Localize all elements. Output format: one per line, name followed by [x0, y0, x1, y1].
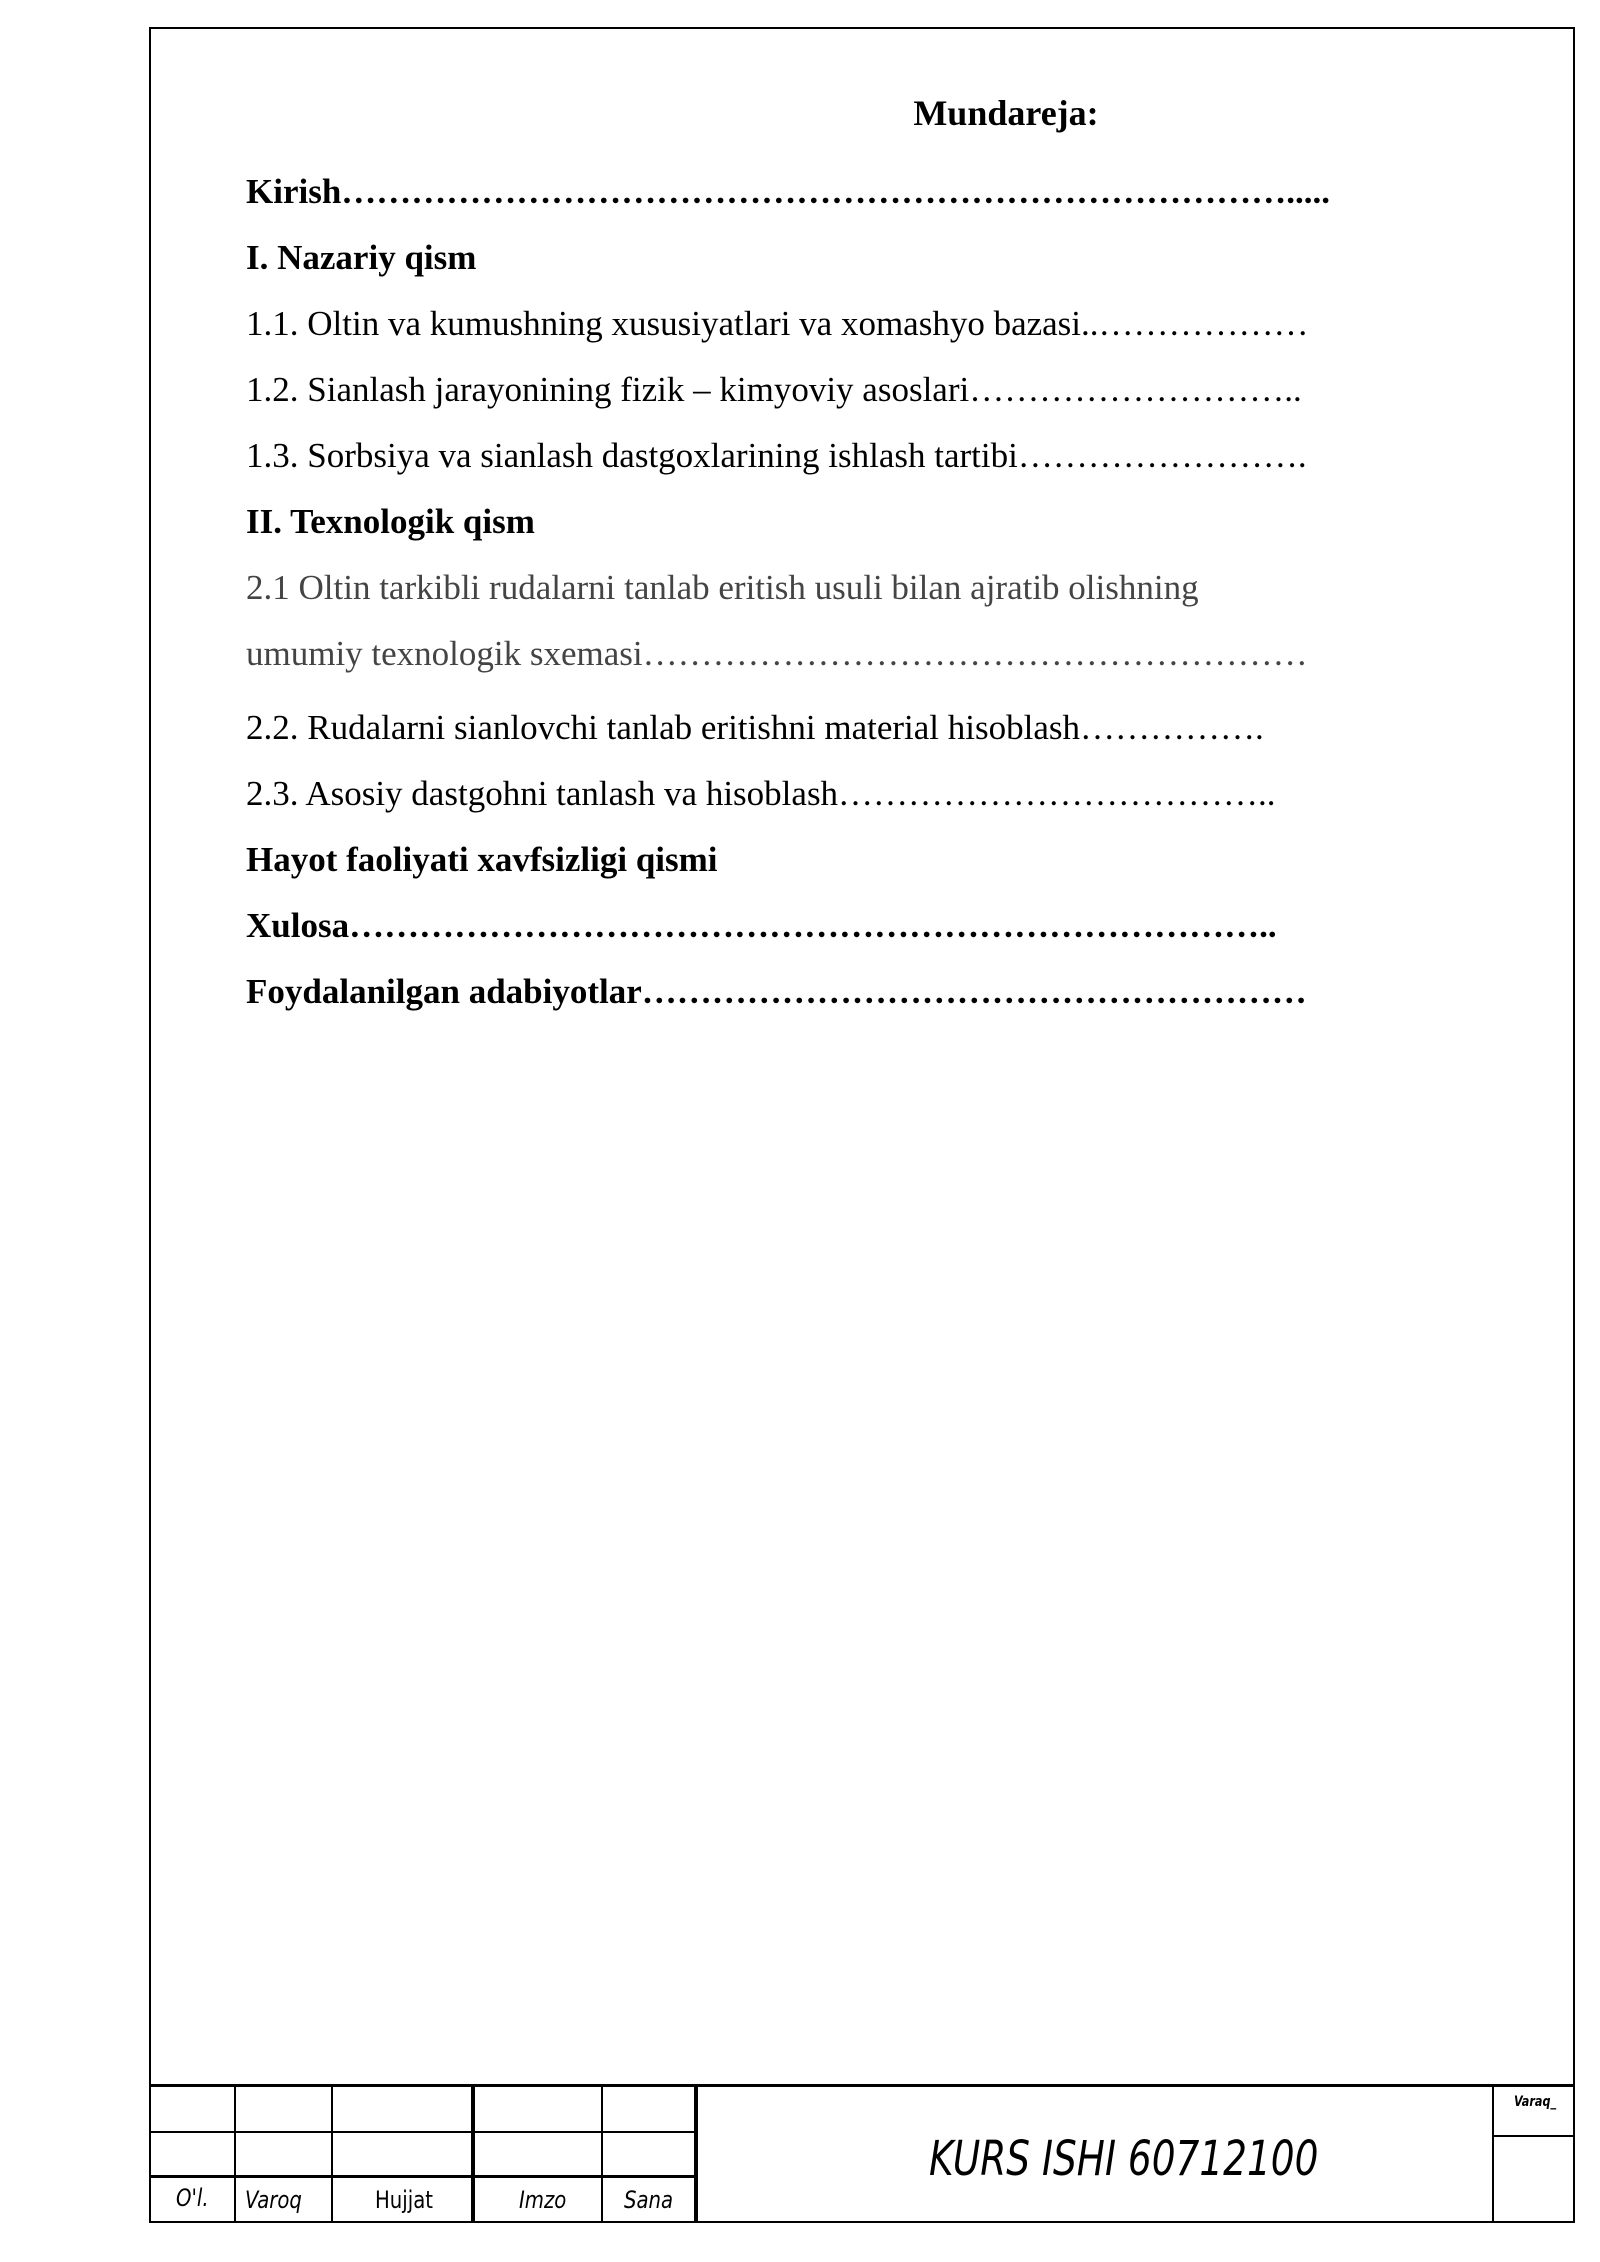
toc-entry-references: Foydalanilgan adabiyotlar………………………………………………… [246, 972, 1307, 1011]
title-block [149, 2084, 1575, 2223]
toc-entry-2-2: 2.2. Rudalarni sianlovchi tanlab eritishni material hisoblash……………. [246, 708, 1264, 747]
stamp-label-hujjat: Hujjat [375, 2186, 433, 2214]
stamp-label-ol: O'l. [176, 2184, 209, 2212]
toc-entry-part-1: I. Nazariy qism [246, 238, 477, 277]
toc-entry-part-2: II. Texnologik qism [246, 502, 535, 541]
stamp-label-varoq: Varoq [245, 2186, 302, 2214]
stamp-row-line-1 [149, 2131, 696, 2133]
table-of-contents [246, 85, 1426, 1025]
stamp-sheet-line [1494, 2135, 1575, 2137]
toc-entry-xulosa: Xulosa…………………………………………………………………….. [246, 906, 1277, 945]
stamp-col-line-1 [234, 2084, 236, 2223]
toc-entry-1-3: 1.3. Sorbsiya va sianlash dastgoxlarining ishlash tartibi……………………. [246, 436, 1307, 475]
toc-entry-1-2: 1.2. Sianlash jarayonining fizik – kimyoviy asoslari……………………….. [246, 370, 1302, 409]
stamp-label-imzo: Imzo [519, 2186, 567, 2214]
toc-entry-1-1: 1.1. Oltin va kumushning xususiyatlari va xomashyo bazasi..……………… [246, 304, 1309, 343]
stamp-col-line-5 [694, 2084, 698, 2223]
stamp-label-sana: Sana [624, 2186, 674, 2214]
stamp-row-line-2 [149, 2175, 696, 2178]
toc-entry-safety: Hayot faoliyati xavfsizligi qismi [246, 840, 718, 879]
toc-entry-2-1-cont: umumiy texnologik sxemasi………………………………………………… [246, 634, 1308, 673]
stamp-col-line-2 [331, 2084, 333, 2223]
toc-entry-2-3: 2.3. Asosiy dastgohni tanlash va hisoblash……………………………….. [246, 774, 1276, 813]
stamp-col-line-6 [1492, 2084, 1494, 2223]
stamp-document-title: KURS ISHI 60712100 [929, 2131, 1319, 2187]
stamp-col-line-4 [601, 2084, 603, 2223]
stamp-top-line [149, 2084, 1575, 2087]
toc-title: Mundareja: [913, 93, 1099, 133]
toc-entry-kirish: Kirish………………………………………………………………………..... [246, 172, 1331, 211]
stamp-col-line-3 [471, 2084, 475, 2223]
stamp-sheet-label: Varaq_ [1514, 2094, 1557, 2110]
toc-entry-2-1: 2.1 Oltin tarkibli rudalarni tanlab eritish usuli bilan ajratib olishning [246, 568, 1199, 607]
